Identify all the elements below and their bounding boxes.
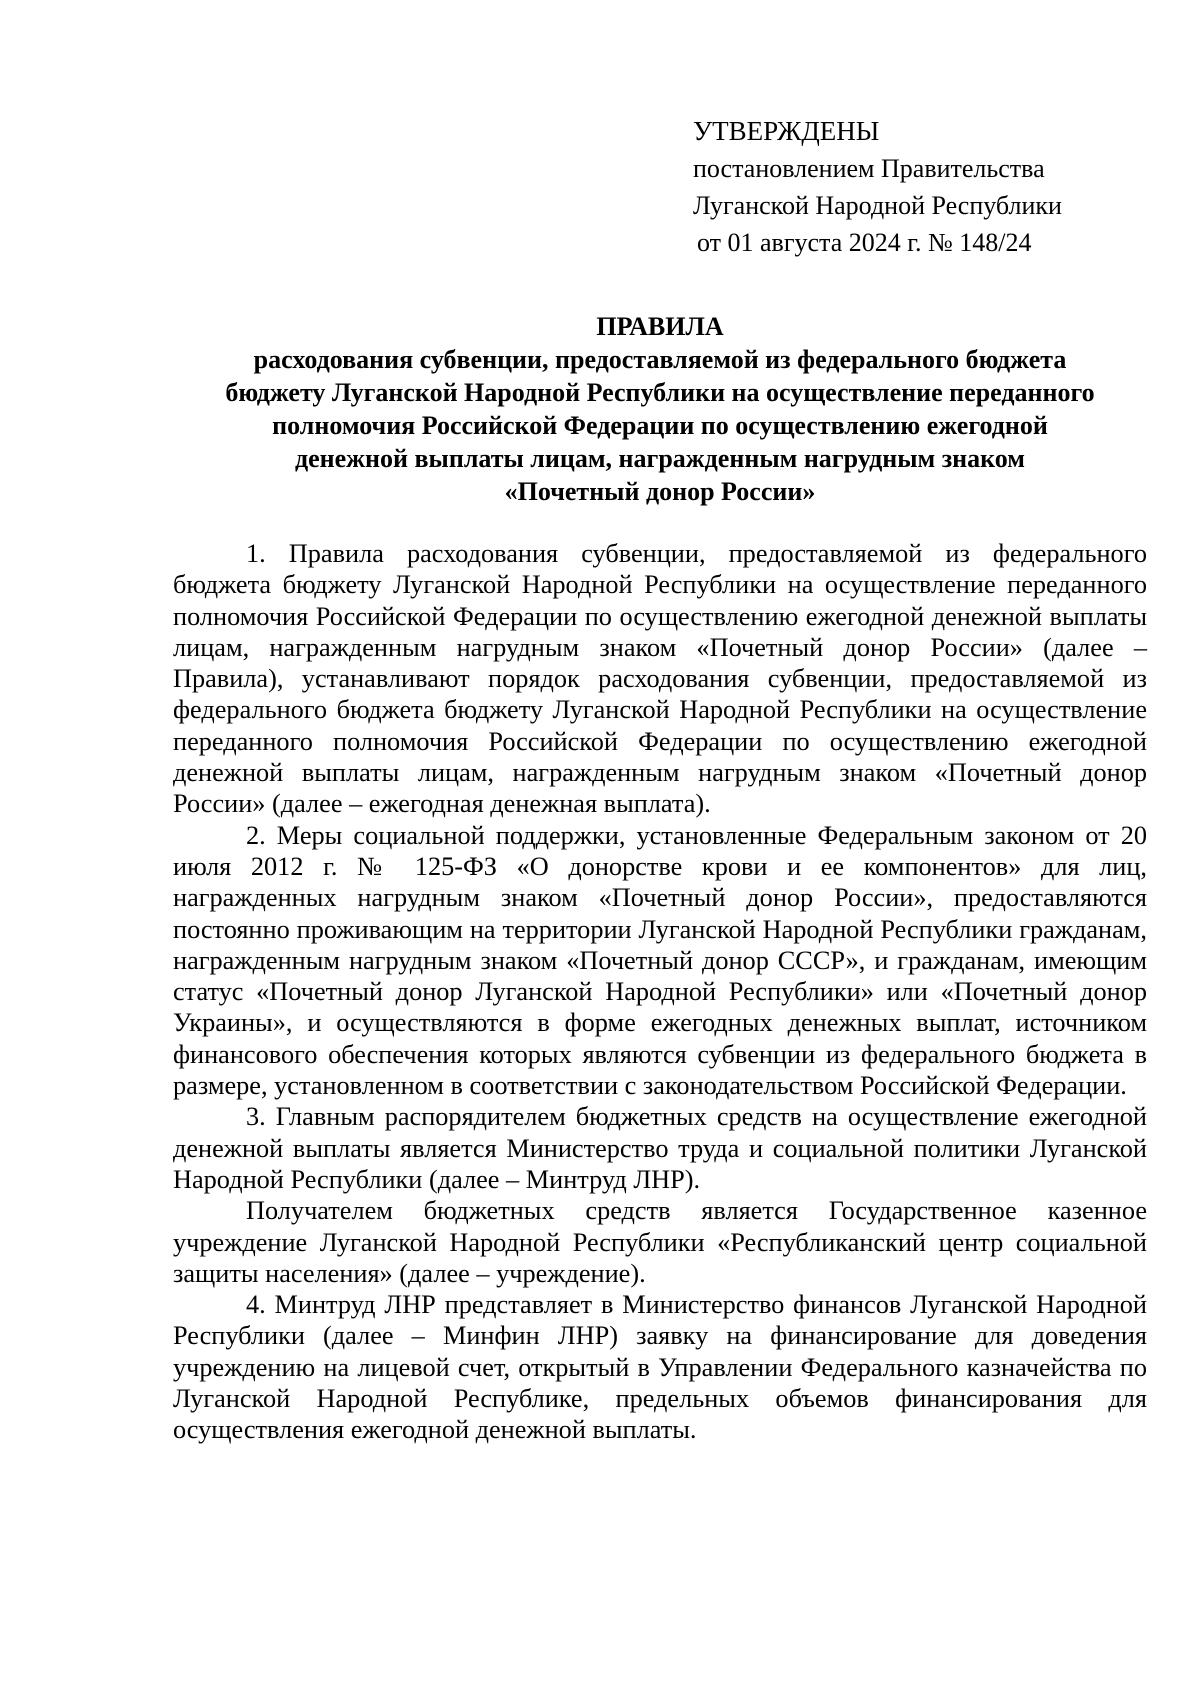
approval-stamp [693,113,1062,261]
body-paragraph: 2. Меры социальной поддержки, установленные Федеральным законом от 20 июля 2012 г. № 125-ФЗ «О донорстве крови и ее компонентов» для лиц, награжденных нагрудным знаком «Почетный донор России», предоставляются постоянно проживающим на территории Луганской Народной Республики гражданам, награжденным нагрудным знаком «Почетный донор СССР», и гражданам, имеющим статус «Почетный донор Луганской Народной Республики» или «Почетный донор Украины», и осуществляются в форме ежегодных денежных выплат, источником финансового обеспечения которых являются субвенции из федерального бюджета в размере, установленном в соответствии с законодательством Российской Федерации. [173,820,1147,1101]
body-paragraph: 1. Правила расходования субвенции, предоставляемой из федерального бюджета бюджету Луганской Народной Республики на осуществление переданного полномочия Российской Федерации по осуществлению ежегодной денежной выплаты лицам, награжденным нагрудным знаком «Почетный донор России» (далее – Правила), устанавливают порядок расходования субвенции, предоставляемой из федерального бюджета бюджету Луганской Народной Республики на осуществление переданного полномочия Российской Федерации по осуществлению ежегодной денежной выплаты лицам, награжденным нагрудным знаком «Почетный донор России» (далее – ежегодная денежная выплата). [173,539,1147,819]
document-title: ПРАВИЛА [596,312,724,341]
document-subtitle-line: расходования субвенции, предоставляемой из федерального бюджета [253,345,1067,374]
approval-line: Луганской Народной Республики [693,191,1062,220]
body-paragraph: Получателем бюджетных средств является Государственное казенное учреждение Луганской Народной Республики «Республиканский центр социальной защиты населения» (далее – учреждение). [173,1196,1147,1288]
document-subtitle-line: «Почетный донор России» [504,477,816,506]
document-body [173,538,1147,1446]
approval-line: постановлением Правительства [693,154,1045,183]
document-subtitle-line: полномочия Российской Федерации по осуществлению ежегодной [272,411,1048,440]
body-paragraph: 3. Главным распорядителем бюджетных средств на осуществление ежегодной денежной выплаты является Министерство труда и социальной политики Луганской Народной Республики (далее – Минтруд ЛНР). [173,1102,1147,1194]
document-subtitle-line: бюджету Луганской Народной Республики на осуществление переданного [225,378,1095,407]
approval-title: УТВЕРЖДЕНЫ [693,116,880,146]
approval-date: от 01 августа 2024 г. № 148/24 [697,228,1032,257]
document-subtitle-line: денежной выплаты лицам, награжденным нагрудным знаком [294,444,1026,473]
body-paragraph: 4. Минтруд ЛНР представляет в Министерство финансов Луганской Народной Республики (далее – Минфин ЛНР) заявку на финансирование для доведения учреждению на лицевой счет, открытый в Управлении Федерального казначейства по Луганской Народной Республике, предельных объемов финансирования для осуществления ежегодной денежной выплаты. [173,1290,1147,1445]
document-heading [160,310,1160,508]
